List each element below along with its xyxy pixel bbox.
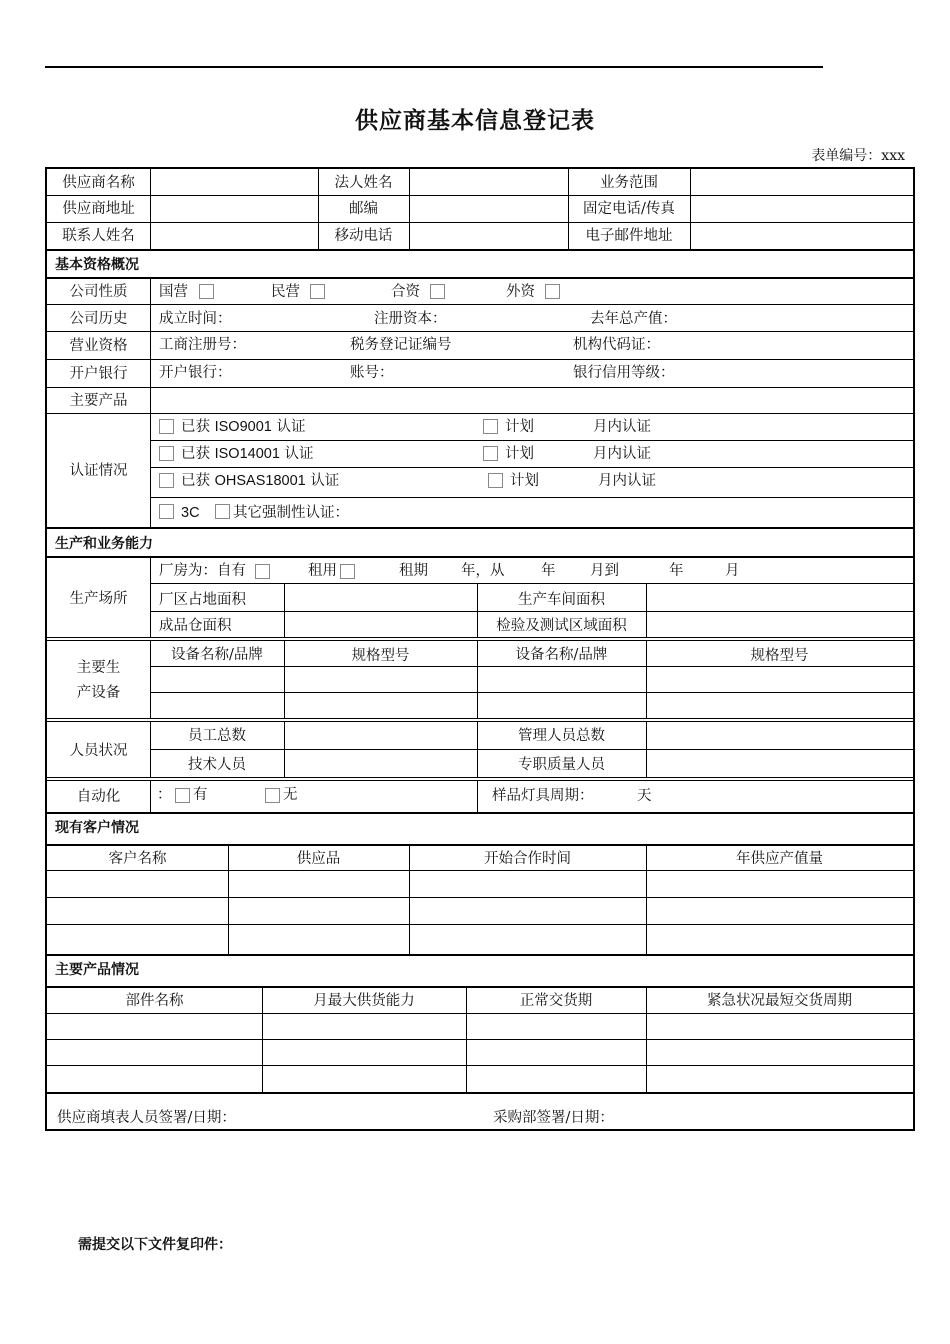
plant-rent-label: 租用 bbox=[308, 563, 337, 579]
main-products-field[interactable] bbox=[151, 388, 913, 413]
business-scope-field[interactable] bbox=[691, 169, 913, 195]
iso14001-checkbox[interactable] bbox=[159, 446, 174, 461]
warehouse-area-label: 成品仓面积 bbox=[159, 618, 232, 634]
iso14001-plan-checkbox[interactable] bbox=[483, 446, 498, 461]
iso9001-plan-label: 计划 bbox=[505, 419, 534, 435]
business-scope-label: 业务范围 bbox=[600, 175, 658, 191]
ohsas18001-text: 已获 OHSAS18001 认证 bbox=[181, 473, 340, 489]
main-products-label: 主要产品 bbox=[69, 393, 128, 409]
iso9001-plan-checkbox[interactable] bbox=[483, 419, 498, 434]
equipment-header-spec-2: 规格型号 bbox=[750, 648, 809, 664]
nature-state-owned-checkbox[interactable] bbox=[199, 284, 214, 299]
supplier-signature-label: 供应商填表人员签署/日期： bbox=[57, 1110, 236, 1126]
last-year-output-label: 去年总产值： bbox=[590, 311, 677, 327]
founded-label: 成立时间： bbox=[159, 311, 232, 327]
business-qualification-label: 营业资格 bbox=[69, 338, 128, 354]
top-rule bbox=[45, 66, 823, 68]
automation-label: 自动化 bbox=[76, 789, 121, 805]
products-header-urgent: 紧急状况最短交货周期 bbox=[707, 993, 852, 1009]
phone-fax-label: 固定电话/传真 bbox=[583, 201, 675, 217]
plant-rent-checkbox[interactable] bbox=[340, 564, 355, 579]
automation-no-checkbox[interactable] bbox=[265, 788, 280, 803]
nature-joint-venture: 合资 bbox=[391, 284, 420, 300]
iso9001-text: 已获 ISO9001 认证 bbox=[181, 419, 306, 435]
supplier-name-field[interactable] bbox=[151, 169, 318, 195]
postcode-label: 邮编 bbox=[349, 201, 378, 217]
iso14001-plan-label: 计划 bbox=[505, 446, 534, 462]
plant-area-label: 厂区占地面积 bbox=[159, 592, 246, 608]
bank-label: 开户银行 bbox=[69, 366, 128, 382]
sample-cycle-day-label: 天 bbox=[637, 788, 652, 804]
nature-private-checkbox[interactable] bbox=[310, 284, 325, 299]
quality-staff-label: 专职质量人员 bbox=[518, 757, 605, 773]
plant-owned-checkbox[interactable] bbox=[255, 564, 270, 579]
bank-credit-label: 银行信用等级： bbox=[573, 365, 675, 381]
supplier-name-label: 供应商名称 bbox=[62, 175, 135, 191]
ohsas18001-within-label: 月内认证 bbox=[598, 473, 656, 489]
lease-month: 月 bbox=[725, 563, 740, 579]
ohsas18001-checkbox[interactable] bbox=[159, 473, 174, 488]
iso14001-within-label: 月内认证 bbox=[593, 446, 651, 462]
automation-colon: ： bbox=[157, 787, 172, 803]
contact-name-label: 联系人姓名 bbox=[62, 228, 135, 244]
registration-form bbox=[45, 167, 915, 1131]
3c-label: 3C bbox=[181, 505, 200, 521]
mobile-field[interactable] bbox=[410, 223, 568, 249]
email-label: 电子邮件地址 bbox=[585, 228, 673, 244]
company-nature-label: 公司性质 bbox=[69, 284, 128, 300]
lease-month-to: 月到 bbox=[590, 563, 619, 579]
bank-name-label: 开户银行： bbox=[159, 365, 232, 381]
other-cert-label: 其它强制性认证： bbox=[233, 505, 349, 521]
plant-owned-label: 厂房为：自有 bbox=[159, 563, 246, 579]
certification-label: 认证情况 bbox=[69, 463, 128, 479]
other-cert-checkbox[interactable] bbox=[215, 504, 230, 519]
nature-private: 民营 bbox=[271, 284, 300, 300]
business-reg-no-label: 工商注册号： bbox=[159, 337, 246, 353]
staff-status-label: 人员状况 bbox=[69, 743, 128, 759]
products-header-lead-time: 正常交货期 bbox=[519, 993, 593, 1009]
mgmt-staff-field[interactable] bbox=[647, 722, 913, 749]
customers-header-supply: 供应品 bbox=[296, 851, 341, 867]
customers-header-start: 开始合作时间 bbox=[484, 851, 571, 867]
products-header-part: 部件名称 bbox=[125, 993, 184, 1009]
lease-year-2: 年 bbox=[669, 563, 684, 579]
automation-yes-checkbox[interactable] bbox=[175, 788, 190, 803]
legal-name-label: 法人姓名 bbox=[334, 175, 393, 191]
iso14001-text: 已获 ISO14001 认证 bbox=[181, 446, 314, 462]
equipment-header-name-2: 设备名称/品牌 bbox=[515, 647, 608, 663]
postcode-field[interactable] bbox=[410, 196, 568, 222]
production-site-label: 生产场所 bbox=[69, 591, 128, 607]
org-code-label: 机构代码证： bbox=[573, 337, 660, 353]
warehouse-area-field[interactable] bbox=[285, 612, 477, 637]
plant-area-field[interactable] bbox=[285, 584, 477, 611]
nature-foreign-checkbox[interactable] bbox=[545, 284, 560, 299]
lease-year-from: 年，从 bbox=[461, 563, 505, 579]
automation-yes-label: 有 bbox=[193, 787, 208, 803]
ohsas18001-plan-checkbox[interactable] bbox=[488, 473, 503, 488]
lease-term-label: 租期 bbox=[399, 563, 428, 579]
total-staff-field[interactable] bbox=[285, 722, 477, 749]
lease-year-1: 年 bbox=[541, 563, 556, 579]
company-history-label: 公司历史 bbox=[69, 311, 128, 327]
legal-name-field[interactable] bbox=[410, 169, 568, 195]
products-section-title: 主要产品情况 bbox=[55, 962, 139, 978]
nature-joint-venture-checkbox[interactable] bbox=[430, 284, 445, 299]
supplier-address-label: 供应商地址 bbox=[62, 201, 135, 217]
equipment-label-line2: 产设备 bbox=[76, 685, 121, 701]
contact-name-field[interactable] bbox=[151, 223, 318, 249]
form-number: 表单编号：xxx bbox=[811, 148, 905, 164]
equipment-header-spec-1: 规格型号 bbox=[351, 648, 410, 664]
workshop-area-field[interactable] bbox=[647, 584, 913, 611]
inspection-area-field[interactable] bbox=[647, 612, 913, 637]
purchasing-signature-label: 采购部签署/日期： bbox=[493, 1110, 614, 1126]
registered-capital-label: 注册资本： bbox=[374, 311, 447, 327]
tech-staff-field[interactable] bbox=[285, 750, 477, 777]
automation-no-label: 无 bbox=[283, 787, 298, 803]
customers-header-annual: 年供应产值量 bbox=[736, 851, 823, 867]
workshop-area-label: 生产车间面积 bbox=[518, 592, 605, 608]
nature-state-owned: 国营 bbox=[159, 284, 188, 300]
total-staff-label: 员工总数 bbox=[188, 728, 246, 744]
iso9001-within-label: 月内认证 bbox=[593, 419, 651, 435]
quality-staff-field[interactable] bbox=[647, 750, 913, 777]
footer-note: 需提交以下文件复印件： bbox=[78, 1237, 232, 1253]
mgmt-staff-label: 管理人员总数 bbox=[518, 728, 605, 744]
iso9001-checkbox[interactable] bbox=[159, 419, 174, 434]
customers-section-title: 现有客户情况 bbox=[55, 820, 139, 836]
nature-foreign: 外资 bbox=[506, 284, 535, 300]
inspection-area-label: 检验及测试区域面积 bbox=[496, 618, 627, 634]
3c-checkbox[interactable] bbox=[159, 504, 174, 519]
customers-header-name: 客户名称 bbox=[108, 851, 167, 867]
email-field[interactable] bbox=[691, 223, 913, 249]
equipment-header-name-1: 设备名称/品牌 bbox=[171, 647, 263, 663]
ohsas18001-plan-label: 计划 bbox=[510, 473, 539, 489]
page-title: 供应商基本信息登记表 bbox=[355, 108, 595, 134]
qualification-section-title: 基本资格概况 bbox=[55, 257, 139, 273]
phone-fax-field[interactable] bbox=[691, 196, 913, 222]
tech-staff-label: 技术人员 bbox=[188, 757, 246, 773]
production-section-title: 生产和业务能力 bbox=[55, 536, 153, 552]
supplier-address-field[interactable] bbox=[151, 196, 318, 222]
sample-cycle-label: 样品灯具周期： bbox=[492, 788, 594, 804]
products-header-capacity: 月最大供货能力 bbox=[313, 993, 415, 1009]
tax-reg-no-label: 税务登记证编号 bbox=[350, 337, 452, 353]
equipment-label-line1: 主要生 bbox=[76, 660, 121, 676]
mobile-label: 移动电话 bbox=[334, 228, 393, 244]
account-label: 账号： bbox=[350, 365, 394, 381]
